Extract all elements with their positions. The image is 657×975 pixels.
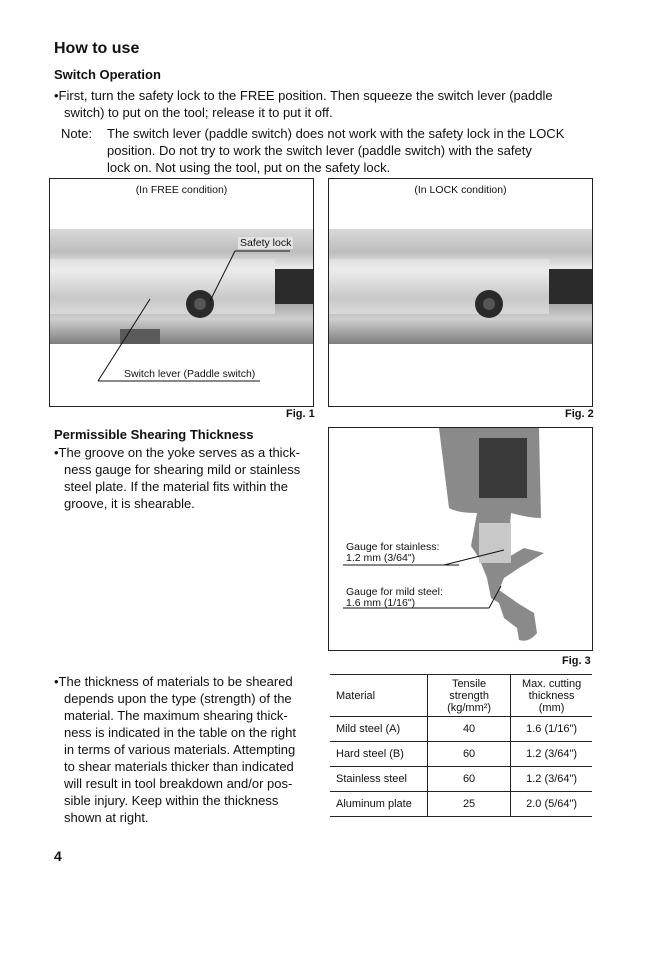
- gauge-stainless-label-2: 1.2 mm (3/64"): [346, 552, 416, 564]
- header-material: Material: [330, 675, 427, 717]
- header-tensile: Tensile strength (kg/mm²): [427, 675, 510, 717]
- materials-line-2: depends upon the type (strength) of the: [64, 691, 292, 706]
- page-heading: How to use: [54, 40, 140, 57]
- table-cell: 1.6 (1/16"): [511, 717, 592, 742]
- note-label: Note:: [61, 126, 93, 141]
- figure-2-caption: (In LOCK condition): [414, 184, 507, 196]
- thickness-line-2: ness gauge for shearing mild or stainless: [64, 462, 301, 477]
- table-header-row: [330, 675, 592, 717]
- switch-operation-title: Switch Operation: [54, 67, 161, 82]
- figure-1-caption: (In FREE condition): [135, 184, 228, 196]
- table-cell: 60: [427, 767, 510, 792]
- figure-3-frame: [328, 427, 593, 651]
- cutting-thickness-table: [330, 674, 592, 817]
- materials-line-1: •The thickness of materials to be sheared: [54, 674, 293, 689]
- thickness-line-4: groove, it is shearable.: [64, 496, 195, 511]
- table-cell: Hard steel (B): [330, 742, 427, 767]
- switch-lever-label: Switch lever (Paddle switch): [124, 368, 256, 380]
- gauge-mild-label-1: Gauge for mild steel:: [346, 586, 443, 598]
- note-line-1: The switch lever (paddle switch) does not work with the safety lock in the LOCK: [107, 126, 565, 141]
- table-row: [330, 792, 592, 817]
- gauge-mild-label-2: 1.6 mm (1/16"): [346, 597, 416, 609]
- gauge-stainless-label-1: Gauge for stainless:: [346, 541, 440, 553]
- figure-3-label: Fig. 3: [562, 655, 591, 667]
- thickness-line-1: •The groove on the yoke serves as a thick-: [54, 445, 300, 460]
- table-cell: Mild steel (A): [330, 717, 427, 742]
- header-thickness: Max. cutting thickness (mm): [511, 675, 592, 717]
- table-cell: 60: [427, 742, 510, 767]
- materials-line-8: sible injury. Keep within the thickness: [64, 793, 279, 808]
- figure-1-label: Fig. 1: [286, 408, 315, 420]
- materials-line-5: in terms of various materials. Attempting: [64, 742, 296, 757]
- table-row: [330, 717, 592, 742]
- table-cell: 40: [427, 717, 510, 742]
- table-cell: 25: [427, 792, 510, 817]
- table-cell: 1.2 (3/64"): [511, 767, 592, 792]
- thickness-title: Permissible Shearing Thickness: [54, 427, 254, 442]
- materials-line-6: to shear materials thicker than indicated: [64, 759, 294, 774]
- figure-1-frame: [49, 178, 314, 407]
- note-line-2: position. Do not try to work the switch lever (paddle switch) with the safety: [107, 143, 532, 158]
- safety-lock-label: Safety lock: [240, 237, 292, 249]
- switch-bullet-line-2: switch) to put on the tool; release it to put it off.: [64, 105, 333, 120]
- table-row: [330, 742, 592, 767]
- materials-line-3: material. The maximum shearing thick-: [64, 708, 288, 723]
- table-cell: Stainless steel: [330, 767, 427, 792]
- figure-2-frame: [328, 178, 593, 407]
- materials-line-9: shown at right.: [64, 810, 149, 825]
- figure-2-photo: [329, 229, 592, 344]
- thickness-line-3: steel plate. If the material fits within the: [64, 479, 288, 494]
- note-line-3: lock on. Not using the tool, put on the safety lock.: [107, 160, 391, 175]
- materials-line-4: ness is indicated in the table on the right: [64, 725, 296, 740]
- page-number: 4: [54, 848, 62, 864]
- figure-2-label: Fig. 2: [565, 408, 594, 420]
- table-row: [330, 767, 592, 792]
- table-cell: 2.0 (5/64"): [511, 792, 592, 817]
- table-cell: Aluminum plate: [330, 792, 427, 817]
- materials-line-7: will result in tool breakdown and/or pos-: [64, 776, 293, 791]
- switch-bullet-line-1: •First, turn the safety lock to the FREE position. Then squeeze the switch lever (paddle: [54, 88, 553, 103]
- table-cell: 1.2 (3/64"): [511, 742, 592, 767]
